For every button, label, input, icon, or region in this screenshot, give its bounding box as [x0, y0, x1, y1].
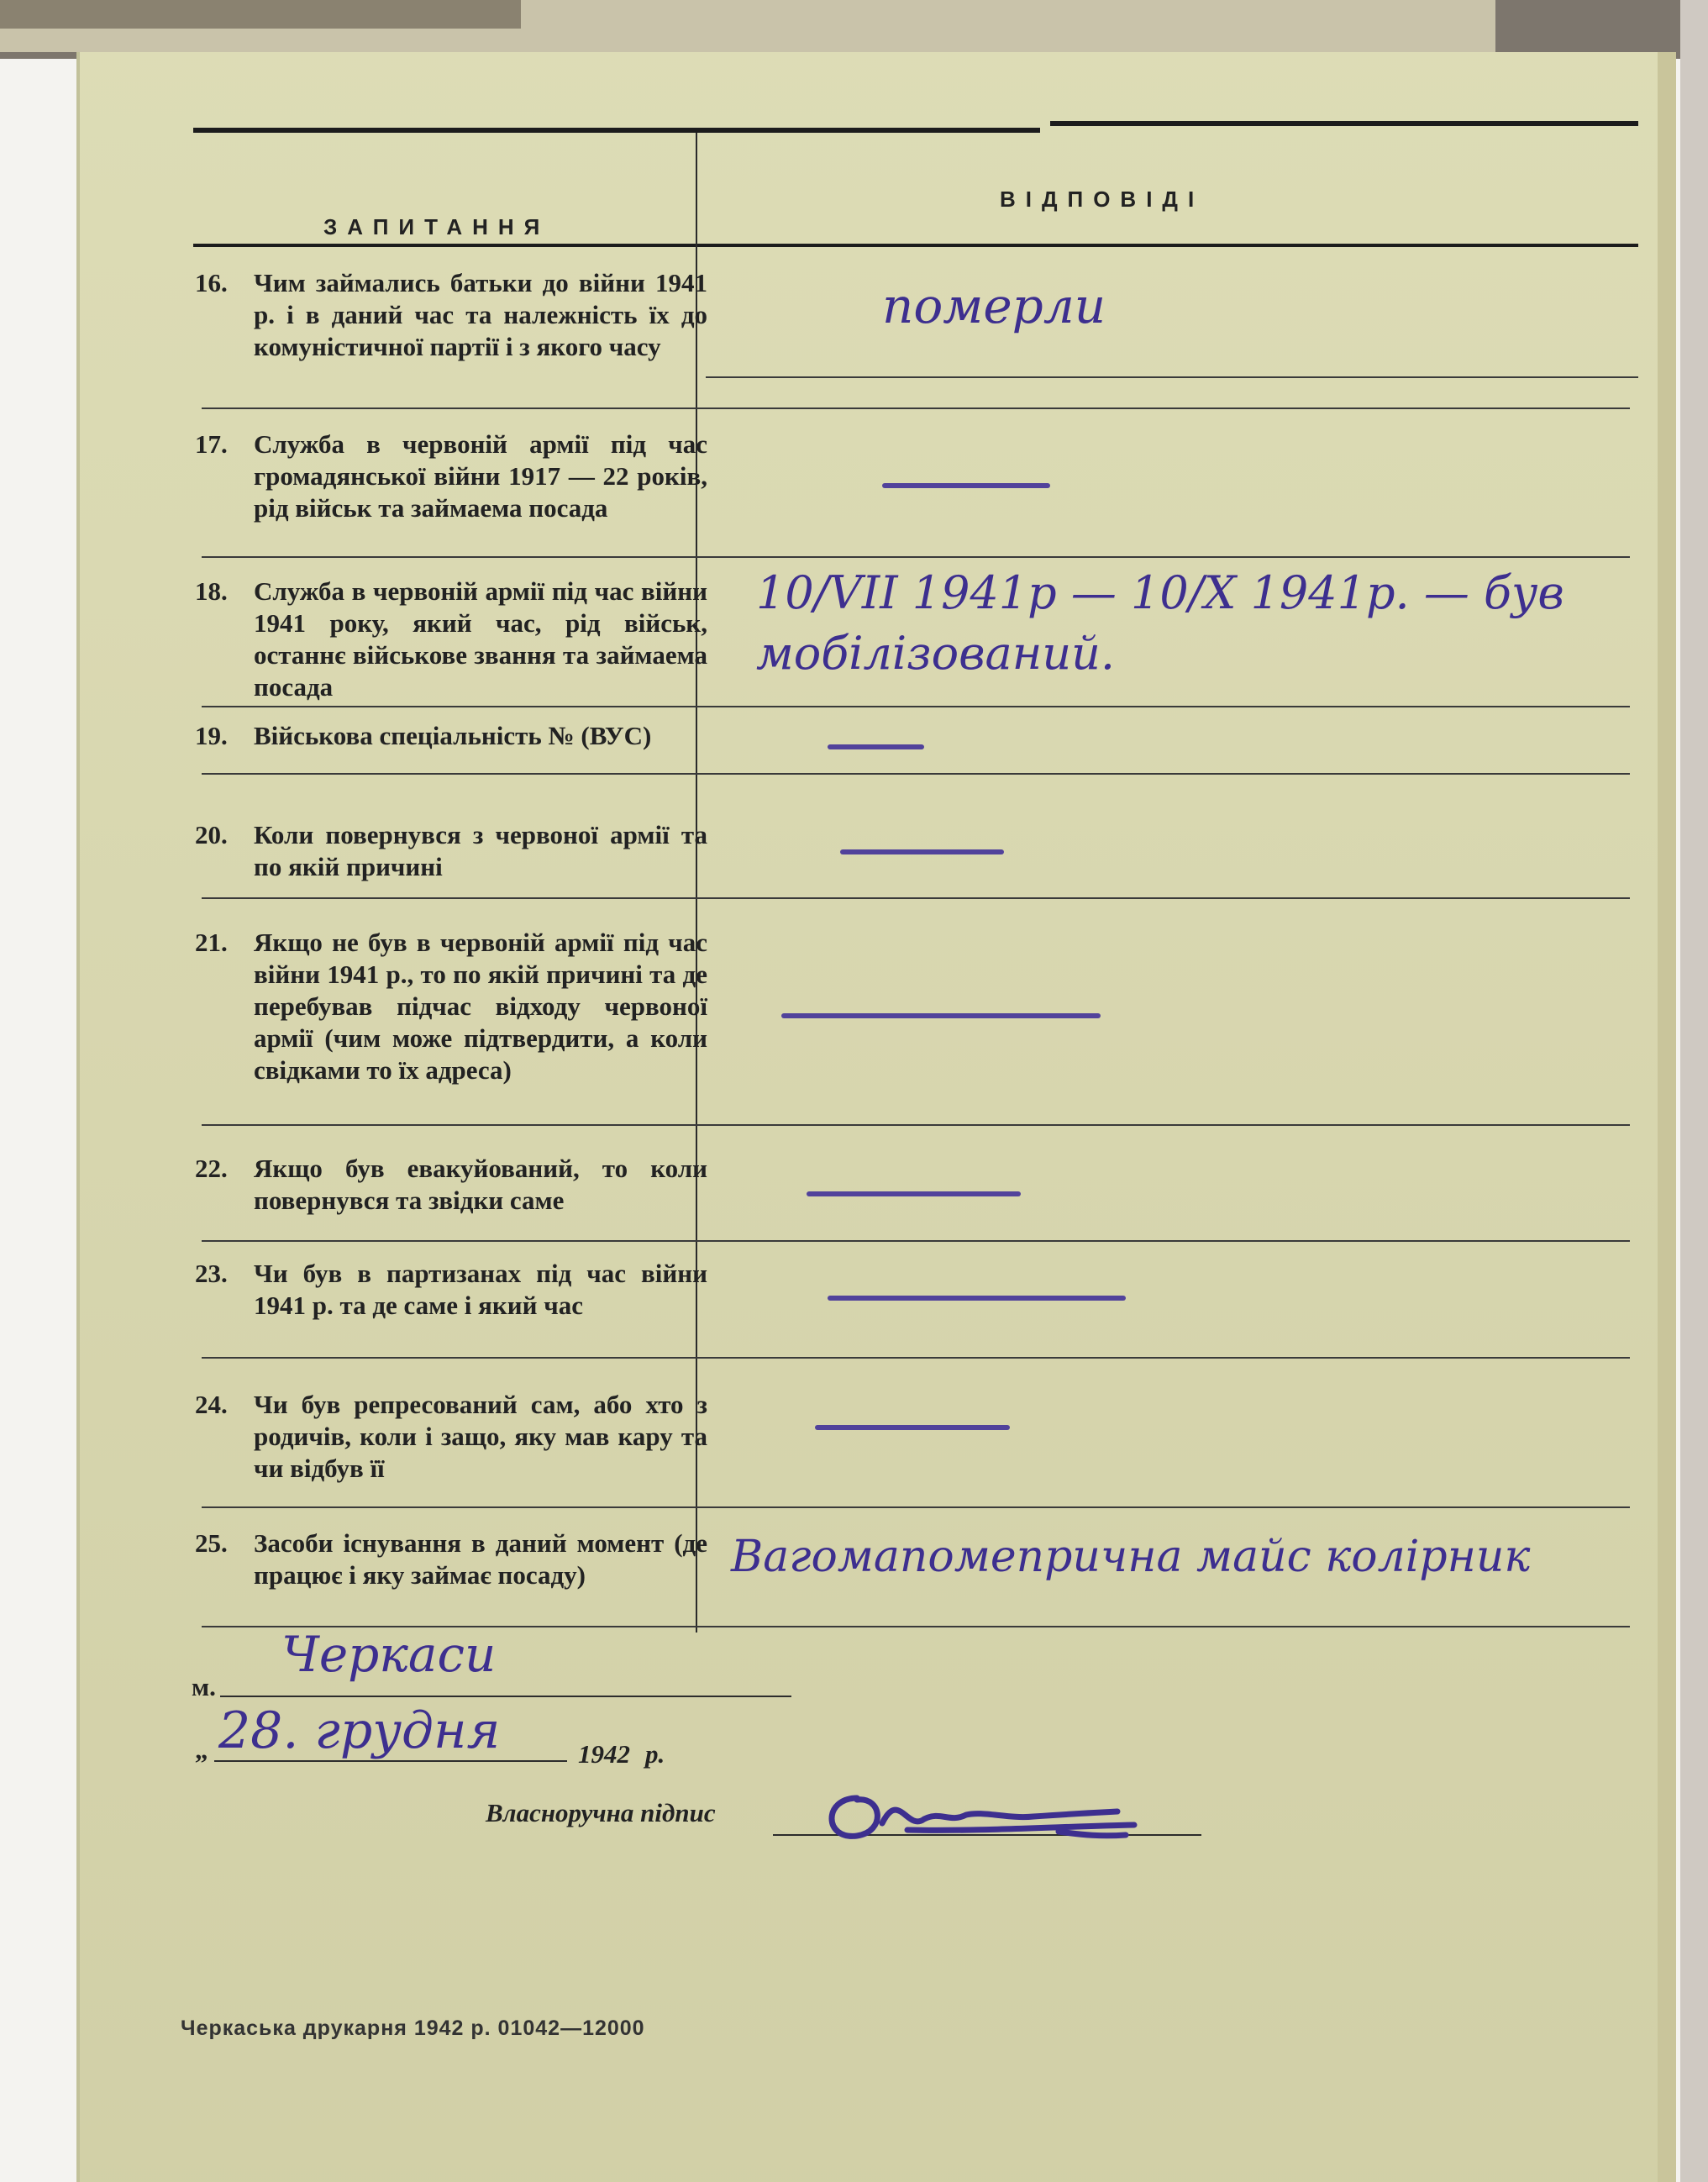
question-number: 25. [195, 1528, 228, 1558]
question-text: Якщо був евакуйований, то коли повернувся та звідки саме [254, 1154, 707, 1215]
date-suffix: р. [645, 1739, 665, 1769]
answer-19-dash [828, 744, 924, 749]
question-number: 23. [195, 1259, 228, 1288]
signature-label: Власноручна підпис [486, 1798, 716, 1827]
question-number: 19. [195, 721, 228, 750]
question-text: Чим займались батьки до війни 1941 р. і в даний час та належність їх до комуністичної партії і з якого часу [254, 268, 707, 361]
row-separator [202, 1240, 1630, 1242]
row-separator [202, 897, 1630, 899]
place-line [220, 1696, 791, 1697]
printer-footer: Черкаська друкарня 1942 р. 01042—12000 [181, 2016, 645, 2040]
header-questions: ЗАПИТАННЯ [323, 214, 550, 239]
question-text: Чи був репресований сам, або хто з родичів, коли і защо, яку мав кару та чи відбув її [254, 1390, 707, 1483]
question-text: Служба в червоній армії під час війни 1941 року, який час, рід військ, останнє військове звання та займаема посада [254, 576, 707, 702]
row-separator [202, 407, 1630, 409]
answer-18: 10/VII 1941р — 10/X 1941р. — був мобілізований. [756, 566, 1564, 680]
answer-25: Вагомапомепрична майс колірник [731, 1532, 1531, 1582]
desk-background-top [0, 0, 1708, 59]
question-text: Засоби існування в даний момент (де працює і яку займає посаду) [254, 1528, 707, 1590]
header-answers: ВІДПОВІДІ [1000, 187, 1205, 212]
header-rule-bottom [193, 244, 1638, 247]
place-value: Черкаси [281, 1626, 497, 1683]
question-number: 18. [195, 576, 228, 606]
question-text: Якщо не був в червоній армії під час війни 1941 р., то по якій причині та де перебував підчас відходу червоної армії (чим може підтвердити, а коли свідками то їх адреса) [254, 928, 707, 1085]
answer-24-dash [815, 1425, 1010, 1430]
header-rule-left [193, 128, 1040, 133]
sheet-edge [1658, 52, 1676, 2182]
question-text: Військова спеціальність № (ВУС) [254, 721, 652, 750]
row-separator [202, 706, 1630, 707]
question-number: 16. [195, 268, 228, 297]
row-separator [202, 556, 1630, 558]
question-number: 22. [195, 1154, 228, 1183]
answer-22-dash [807, 1191, 1021, 1196]
date-line [214, 1760, 567, 1762]
answer-20-dash [840, 849, 1004, 854]
answer-16: померли [882, 277, 1106, 334]
date-quote: „ [195, 1735, 208, 1764]
row-separator [202, 1124, 1630, 1126]
handwritten-signature [807, 1773, 1159, 1848]
question-number: 24. [195, 1390, 228, 1419]
row-separator [202, 773, 1630, 775]
desk-background-right [1680, 0, 1708, 2182]
question-text: Коли повернувся з червоної армії та по якій причині [254, 820, 707, 881]
question-number: 21. [195, 928, 228, 957]
answer-21-dash [781, 1013, 1101, 1018]
row-separator [706, 376, 1638, 378]
question-number: 17. [195, 429, 228, 459]
question-text: Служба в червоній армії під час громадянської війни 1917 — 22 років, рід військ та займаема посада [254, 429, 707, 523]
row-separator [202, 1506, 1630, 1508]
answer-17-dash [882, 483, 1050, 488]
date-year: 1942 [578, 1739, 630, 1769]
date-value: 28. грудня [218, 1701, 501, 1760]
question-number: 20. [195, 820, 228, 849]
header-rule-right [1050, 121, 1638, 126]
place-label: м. [192, 1672, 216, 1701]
answer-23-dash [828, 1296, 1126, 1301]
row-separator [202, 1357, 1630, 1359]
form-sheet [80, 52, 1676, 2182]
folder-flap-dark [0, 0, 521, 29]
question-text: Чи був в партизанах під час війни 1941 р. та де саме і який час [254, 1259, 707, 1320]
